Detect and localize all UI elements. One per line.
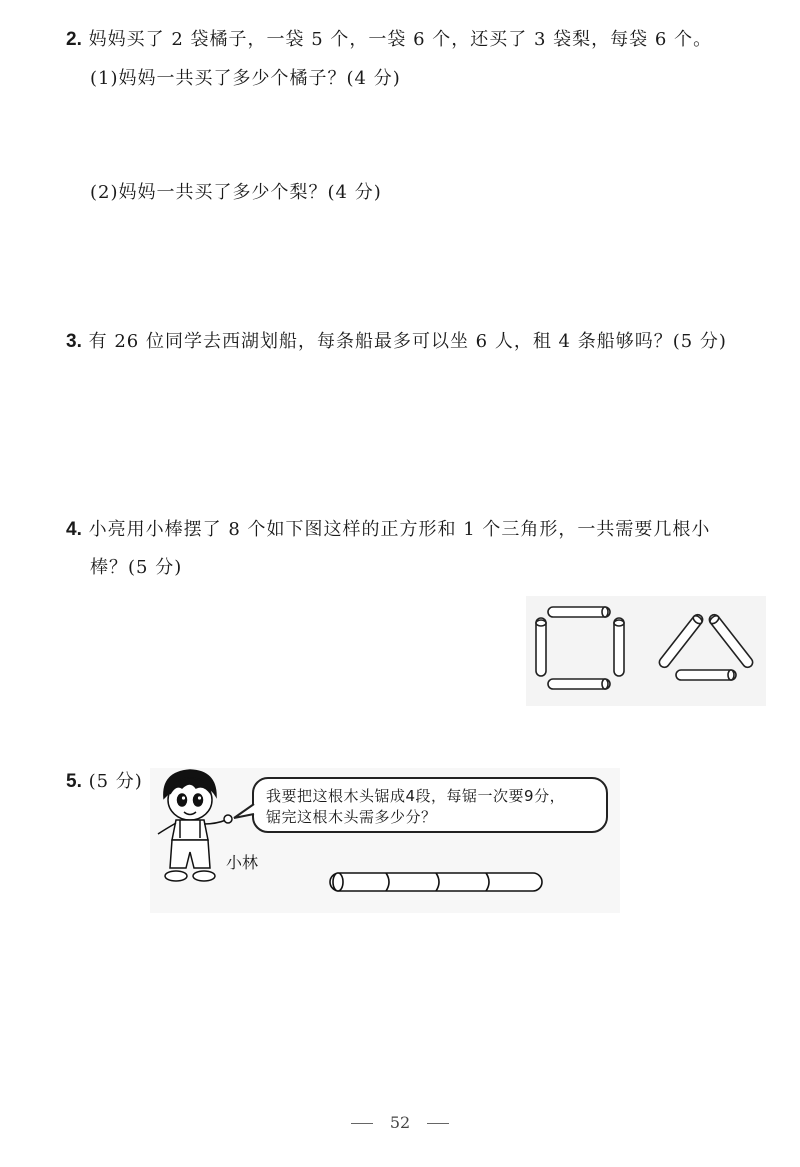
page-footer xyxy=(0,1113,800,1132)
footer-dash-right xyxy=(427,1123,449,1124)
footer-dash-left xyxy=(351,1123,373,1124)
speech-bubble-line-1: 我要把这根木头锯成4段，每锯一次要9分， xyxy=(266,787,566,805)
question-4-line-1 xyxy=(66,515,710,541)
sticks-figure xyxy=(526,596,766,706)
question-5-number: 5. xyxy=(66,771,82,792)
question-2-number: 2. xyxy=(66,29,82,50)
question-4-text-1: 小亮用小棒摆了 8 个如下图这样的正方形和 1 个三角形，一共需要几根小 xyxy=(88,519,711,540)
speech-bubble-line-2: 锯完这根木头需多少分？ xyxy=(266,808,437,826)
character-name-label: 小林 xyxy=(226,853,259,872)
question-4-line-2: 棒？(5 分) xyxy=(90,557,183,578)
question-2-stem xyxy=(66,25,712,51)
question-5-score: (5 分) xyxy=(88,771,143,792)
question-5-header xyxy=(66,767,143,793)
page-number: 52 xyxy=(389,1113,411,1132)
boy-character-illustration xyxy=(150,768,235,890)
question-3 xyxy=(66,327,727,353)
question-2-part-1: (1)妈妈一共买了多少个橘子？(4 分) xyxy=(90,68,401,89)
question-3-number: 3. xyxy=(66,331,82,352)
log-illustration xyxy=(326,870,548,894)
question-4-number: 4. xyxy=(66,519,82,540)
question-2-part-2: (2)妈妈一共买了多少个梨？(4 分) xyxy=(90,182,382,203)
question-3-text: 有 26 位同学去西湖划船，每条船最多可以坐 6 人，租 4 条船够吗？(5 分) xyxy=(88,331,727,352)
question-2-text: 妈妈买了 2 袋橘子，一袋 5 个，一袋 6 个，还买了 3 袋梨，每袋 6 个。 xyxy=(88,29,713,50)
speech-bubble-tail xyxy=(232,802,256,822)
speech-bubble xyxy=(252,777,608,833)
